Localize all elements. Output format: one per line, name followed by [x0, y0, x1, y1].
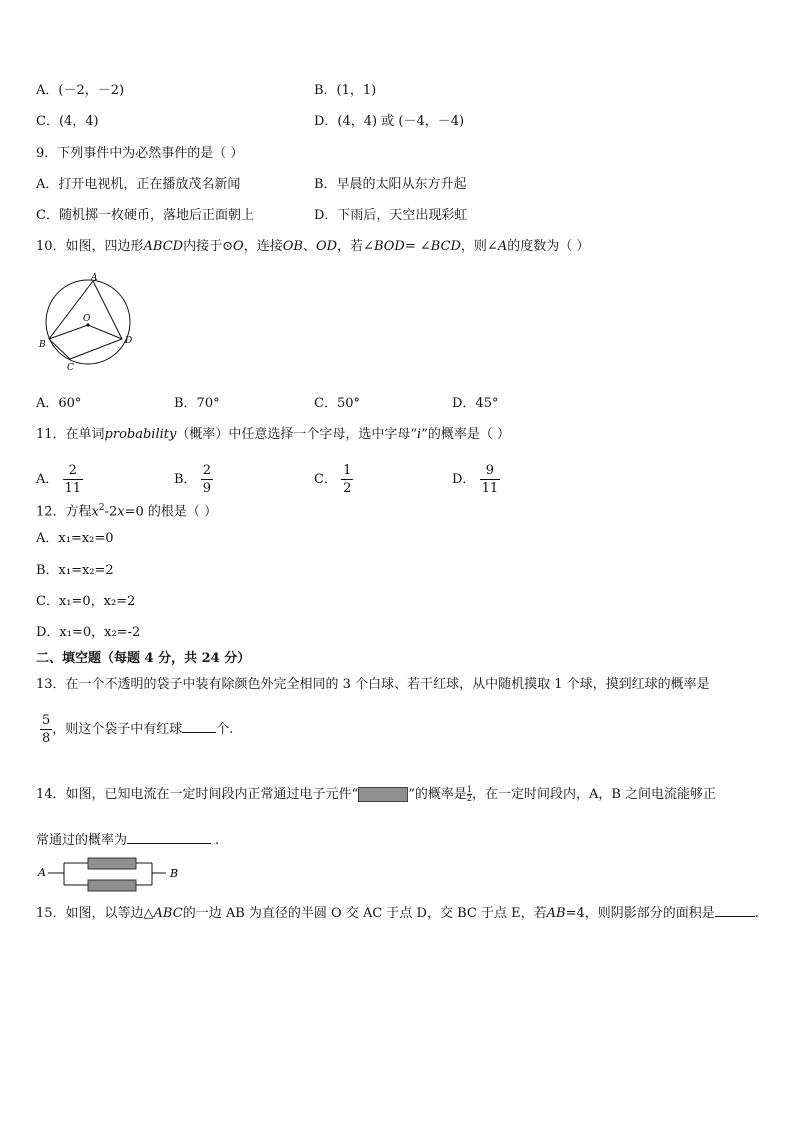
q10-text: 10．如图，四边形	[36, 239, 144, 254]
q15-text: =4，则阴影部分的面积是	[565, 906, 715, 921]
denominator: 2	[343, 481, 352, 496]
q10-circle-figure	[36, 272, 140, 376]
q12-stem	[36, 499, 217, 521]
q11-option-b	[174, 462, 213, 497]
q14-label-a: A	[38, 866, 46, 879]
q12-option-d: D．x₁=0，x₂=-2	[36, 625, 141, 640]
q8-option-c: C．(4，4)	[36, 114, 99, 129]
q10-ob: OB	[282, 239, 303, 254]
q14-line2	[36, 832, 219, 850]
q9-option-c: C．随机掷一枚硬币，落地后正面朝上	[36, 208, 254, 223]
q11-fraction-a	[63, 462, 84, 497]
q12-text: =0 的根是（ ）	[124, 504, 218, 520]
q12-option-b: B．x₁=x₂=2	[36, 563, 114, 578]
q14-label-b: B	[170, 867, 179, 880]
q10-label-d: D	[125, 336, 133, 346]
q11-text: （概率）中任意选择一个字母，选中字母“	[176, 427, 418, 442]
denominator: 11	[481, 481, 499, 496]
q15-text: 的一边 AB 为直径的半圆 O 交 AC 于点 D，交 BC 于点 E，若	[182, 906, 547, 921]
q12-option-a: A．x₁=x₂=0	[36, 531, 114, 546]
q11-option-c	[314, 462, 353, 497]
q12-text: 12．方程	[36, 504, 92, 520]
q13-line1: 13．在一个不透明的袋子中装有除颜色外完全相同的 3 个白球、若干红球，从中随机摸取 1 个球，摸到红球的概率是	[36, 677, 710, 692]
q11-word: probability	[104, 427, 177, 442]
q10-text: 、	[302, 239, 316, 254]
q8-option-d: D．(4，4) 或 (－4，－4)	[314, 114, 465, 129]
component-bottom	[88, 880, 136, 891]
q10-option-c: C．50°	[314, 396, 360, 411]
q10-quad: ABCD	[143, 239, 184, 254]
section-heading: 二、填空题（每题 4 分，共 24 分）	[36, 651, 251, 666]
q14-circuit-figure	[36, 855, 186, 897]
q15-ab: AB	[546, 906, 566, 921]
q11-text: ”的概率是（ ）	[421, 427, 510, 442]
q11-option-label: D．	[452, 472, 476, 487]
electronic-component-icon	[358, 787, 408, 802]
q11-option-label: A．	[36, 472, 59, 487]
q10-circle-o: O	[233, 239, 244, 254]
q10-text: = ∠	[404, 239, 431, 254]
q8-option-a: A．(－2，－2)	[36, 83, 125, 98]
q11-option-a	[36, 462, 83, 497]
q13-fraction	[40, 712, 52, 747]
q10-option-a: A．60°	[36, 396, 82, 411]
q14-answer-blank[interactable]	[127, 843, 211, 844]
q11-option-label: C．	[314, 472, 337, 487]
q10-label-c: C	[67, 363, 74, 373]
q9-option-a: A．打开电视机，正在播放茂名新闻	[36, 177, 241, 192]
q12-option-c: C．x₁=0，x₂=2	[36, 594, 136, 609]
q10-text: 内接于⊙	[183, 239, 234, 254]
q10-bcd: BCD	[430, 239, 461, 254]
q10-bod: BOD	[373, 239, 405, 254]
numerator: 9	[480, 462, 501, 480]
q8-option-b: B．(1，1)	[314, 83, 377, 98]
denominator: 2	[466, 794, 472, 803]
q13-answer-blank[interactable]	[182, 732, 216, 733]
numerator: 2	[202, 463, 211, 478]
q15-stem	[36, 905, 759, 923]
q9-stem: 9．下列事件中为必然事件的是（ ）	[36, 146, 244, 161]
q11-stem	[36, 426, 510, 444]
numerator: 1	[343, 463, 352, 478]
q15-text: 15．如图，以等边△	[36, 906, 154, 921]
q11-letter: i	[417, 427, 422, 442]
q10-option-b: B．70°	[174, 396, 220, 411]
q12-exponent: 2	[98, 503, 105, 513]
q14-text: ，在一定时间段内，A，B 之间电流能够正	[471, 787, 717, 802]
q14-text: .	[215, 833, 220, 848]
denominator: 9	[202, 481, 211, 496]
q12-var: x	[117, 504, 125, 520]
q10-label-o: O	[83, 314, 91, 324]
numerator: 2	[63, 462, 84, 480]
denominator: 11	[64, 481, 82, 496]
q9-option-d: D．下雨后，天空出现彩虹	[314, 208, 468, 223]
q11-text: 11．在单词	[36, 427, 105, 442]
q10-text: 的度数为（ ）	[507, 239, 590, 254]
q15-triangle: ABC	[153, 906, 183, 921]
q11-option-d	[452, 462, 500, 497]
q10-text: ，若∠	[337, 239, 374, 254]
denominator: 8	[42, 731, 51, 746]
q10-angle-a: A	[497, 239, 508, 254]
q13-line2	[40, 712, 233, 747]
q11-fraction-c	[341, 462, 353, 497]
component-top	[88, 858, 136, 869]
q10-label-b: B	[39, 340, 46, 350]
q13-text: ，则这个袋子中有红球	[52, 722, 183, 737]
q10-text: ，则∠	[460, 239, 498, 254]
q12-text: -2	[104, 504, 118, 520]
q15-answer-blank[interactable]	[715, 916, 755, 917]
q14-text: 常通过的概率为	[36, 833, 128, 848]
q10-option-d: D．45°	[452, 396, 499, 411]
numerator: 1	[466, 785, 472, 794]
q12-var: x	[91, 504, 99, 520]
q15-text: .	[754, 906, 759, 921]
q14-text: 14．如图，已知电流在一定时间段内正常通过电子元件“	[36, 787, 359, 802]
q11-fraction-b	[201, 462, 213, 497]
q10-od: OD	[315, 239, 338, 254]
q9-option-b: B．早晨的太阳从东方升起	[314, 177, 467, 192]
q11-fraction-d	[480, 462, 501, 497]
q10-stem	[36, 238, 589, 256]
q11-option-label: B．	[174, 472, 197, 487]
q10-text: ，连接	[243, 239, 283, 254]
q13-text: 个.	[216, 722, 234, 737]
q14-text: ”的概率是	[408, 787, 467, 802]
numerator: 5	[42, 713, 51, 728]
q10-label-a: A	[91, 273, 98, 283]
q14-line1	[36, 786, 716, 804]
